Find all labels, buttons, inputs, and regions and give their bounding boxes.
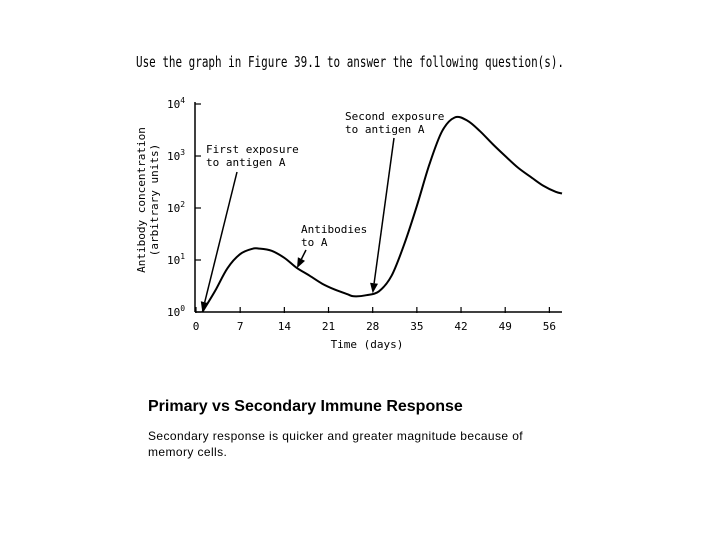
annotation-antibodies-line1: Antibodies bbox=[301, 223, 368, 236]
x-ticks bbox=[193, 307, 556, 333]
y-tick-label: $10^1$ bbox=[167, 252, 186, 267]
y-ticks bbox=[167, 96, 201, 319]
x-tick-label: 7 bbox=[236, 320, 244, 333]
annotation-antibodies-line2: to A bbox=[301, 236, 328, 249]
slide-body: Secondary response is quicker and greater magnitude because of memory cells. bbox=[148, 429, 524, 459]
x-tick-label: 14 bbox=[277, 320, 291, 333]
annotation-first-exposure-arrow bbox=[205, 172, 237, 302]
annotations bbox=[201, 110, 445, 312]
x-tick-label: 35 bbox=[410, 320, 424, 333]
figure-heading: Use the graph in Figure 39.1 to answer the following question(s). bbox=[136, 53, 564, 71]
annotation-second-exposure-arrow bbox=[374, 138, 394, 283]
x-axis-label: Time (days) bbox=[330, 338, 404, 351]
x-tick-label: 21 bbox=[321, 320, 336, 333]
x-tick-label: 56 bbox=[542, 320, 557, 333]
x-tick-label: 28 bbox=[366, 320, 380, 333]
y-axis-label-line1: Antibody concentration bbox=[135, 127, 148, 273]
annotation-second-exposure-line1: Second exposure bbox=[345, 110, 445, 123]
y-tick-label: $10^3$ bbox=[167, 148, 186, 163]
y-tick-label: $10^2$ bbox=[167, 200, 186, 215]
x-tick-label: 0 bbox=[192, 320, 200, 333]
annotation-first-exposure-line2: to antigen A bbox=[206, 156, 286, 169]
y-tick-label: $10^4$ bbox=[167, 96, 186, 111]
annotation-antibodies-arrow bbox=[301, 250, 306, 259]
annotation-first-exposure-line1: First exposure bbox=[206, 143, 299, 156]
slide-title: Primary vs Secondary Immune Response bbox=[148, 398, 463, 415]
y-tick-label: $10^0$ bbox=[167, 304, 186, 319]
y-axis-label bbox=[135, 127, 161, 273]
y-axis-label-line2: (arbitrary units) bbox=[148, 143, 161, 257]
x-tick-label: 49 bbox=[498, 320, 512, 333]
x-tick-label: 42 bbox=[454, 320, 468, 333]
annotation-antibodies-arrowhead bbox=[297, 257, 305, 268]
annotation-second-exposure-line2: to antigen A bbox=[345, 123, 425, 136]
